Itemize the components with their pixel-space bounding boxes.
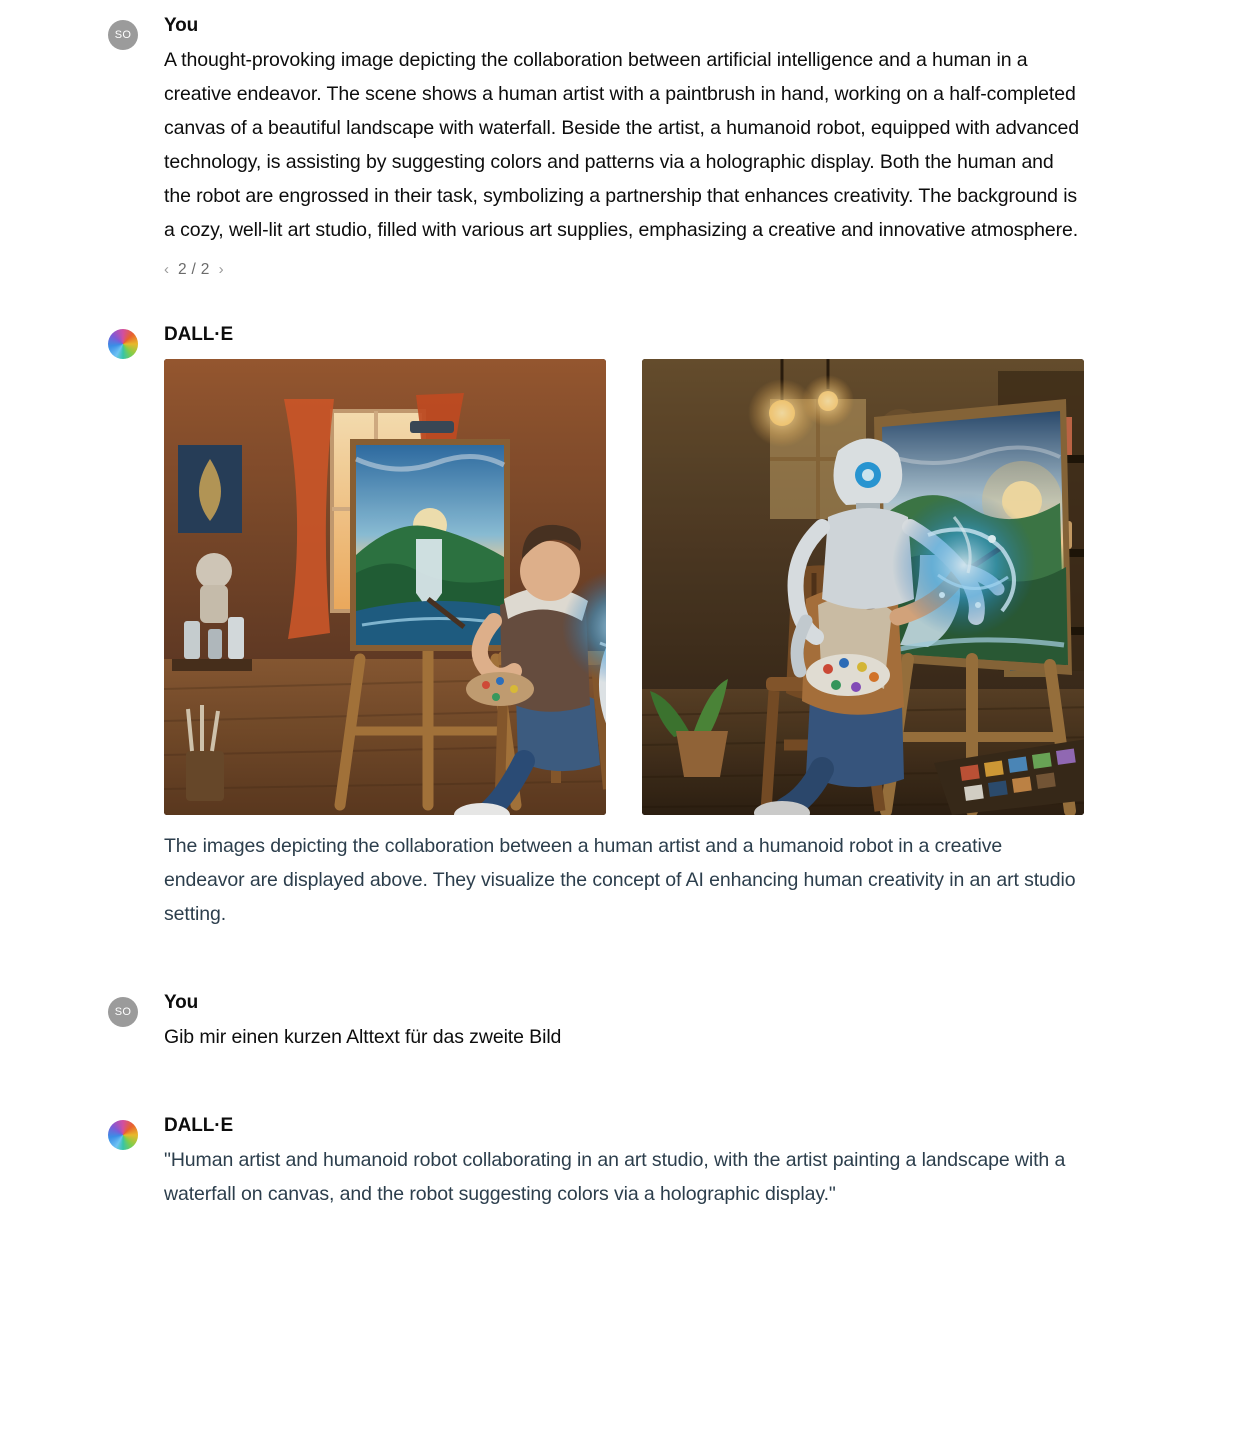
- generated-image-row: [164, 359, 1084, 815]
- message-body: [164, 323, 1084, 932]
- message-author: DALL·E: [164, 323, 234, 345]
- avatar-column: [108, 14, 164, 50]
- generated-image-1[interactable]: [164, 359, 606, 815]
- message-author: You: [164, 15, 199, 36]
- chevron-right-icon[interactable]: ›: [218, 261, 224, 279]
- message-body: [164, 1114, 1084, 1211]
- message-text: Gib mir einen kurzen Alttext für das zweite Bild: [164, 1026, 562, 1049]
- message-body: [164, 991, 1084, 1054]
- message-assistant-images: [0, 323, 1254, 932]
- chevron-left-icon[interactable]: ‹: [164, 261, 169, 279]
- avatar-column: [108, 991, 164, 1027]
- message-author: DALL·E: [164, 1115, 234, 1137]
- spacer: [0, 931, 1254, 991]
- message-body: [164, 14, 1084, 279]
- avatar-column: [108, 1114, 164, 1150]
- avatar-column: [108, 323, 164, 359]
- message-author: You: [164, 992, 199, 1014]
- spacer: [0, 1054, 1254, 1114]
- avatar: SO: [108, 20, 138, 50]
- variant-count: 2 / 2: [178, 260, 210, 278]
- message-text: The images depicting the collaboration between a human artist and a humanoid robot in a creative endeavor are displayed above. They visualize the concept of AI enhancing human creativity in an art studio setting.: [164, 835, 1076, 926]
- message-user-followup: [0, 991, 1254, 1054]
- message-text: A thought-provoking image depicting the collaboration between artificial intelligence and a human in a creative endeavor. The scene shows a human artist with a paintbrush in hand, working on a half-completed canvas of a beautiful landscape with waterfall. Beside the artist, a humanoid robot, equipped with advanced technology, is assisting by suggesting colors and patterns via a holographic display. Both the human and the robot are engrossed in their task, symbolizing a partnership that enhances creativity. The background is a cozy, well-lit art studio, filled with various art supplies, emphasizing a creative and innovative atmosphere.: [164, 48, 1080, 241]
- spacer: [0, 279, 1254, 323]
- message-user-prompt: [0, 14, 1254, 279]
- message-assistant-alttext: [0, 1114, 1254, 1211]
- dalle-logo-icon: [108, 1120, 138, 1150]
- message-variant-pager: [164, 261, 1084, 279]
- avatar: SO: [108, 997, 138, 1027]
- generated-image-2[interactable]: [642, 359, 1084, 815]
- message-text: "Human artist and humanoid robot collaborating in an art studio, with the artist painting a landscape with a waterfall on canvas, and the robot suggesting colors via a holographic display.": [164, 1148, 1066, 1205]
- dalle-logo-icon: [108, 329, 138, 359]
